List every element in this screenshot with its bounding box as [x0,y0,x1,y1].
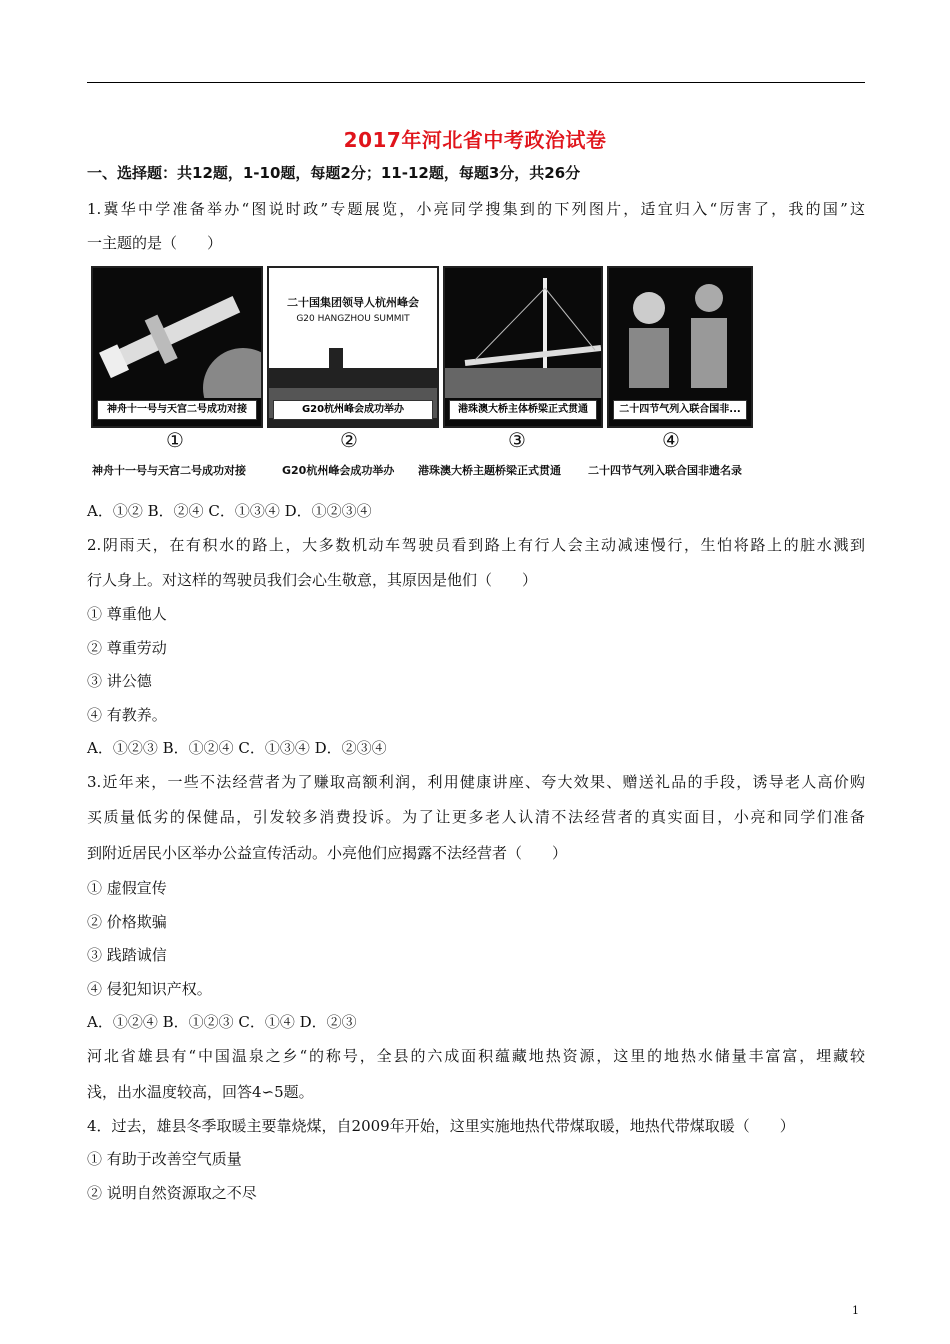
q3-stem-line-3: 到附近居民小区举办公益宣传活动。小亮他们应揭露不法经营者（ ） [87,844,568,862]
picture-1-inner-caption: 神舟十一号与天宫二号成功对接 [97,400,257,420]
spacecraft-illustration [93,268,261,398]
material-line-2: 浅，出水温度较高，回答4∽5题。 [87,1083,314,1101]
q1-stem-line-2: 一主题的是（ ） [87,234,223,252]
picture-4 [607,266,753,428]
q2-item-1: ① 尊重他人 [87,605,167,623]
q4-item-1: ① 有助于改善空气质量 [87,1150,242,1168]
picture-2-banner: 二十国集团领导人杭州峰会 [287,296,419,309]
q3-item-3: ③ 践踏诚信 [87,946,167,964]
picture-1-caption: 神舟十一号与天宫二号成功对接 [92,464,246,477]
picture-3 [443,266,603,428]
picture-2-caption: G20杭州峰会成功举办 [282,464,395,477]
picture-1-number: ① [166,428,184,452]
meeting-illustration [609,268,751,398]
q3-stem-line-2: 买质量低劣的保健品，引发较多消费投诉。为了让更多老人认清不法经营者的真实面目，小亮和同学们准备 [87,808,865,826]
q4-stem: 4．过去，雄县冬季取暖主要靠烧煤，自2009年开始，这里实施地热代带煤取暖，地热代带煤取暖（ ） [87,1117,795,1135]
material-line-1: 河北省雄县有“中国温泉之乡“的称号，全县的六成面积蕴藏地热资源，这里的地热水储量丰富富，埋藏较 [87,1047,865,1065]
picture-3-number: ③ [508,428,526,452]
picture-2-number: ② [340,428,358,452]
page-number: 1 [852,1304,859,1317]
q1-stem-line-1: 1.冀华中学准备举办“图说时政”专题展览，小亮同学搜集到的下列图片，适宜归入“厉害了，我的国”这 [87,200,865,218]
q3-options: A．①②④ B．①②③ C．①④ D．②③ [87,1013,357,1031]
header-rule [87,82,865,83]
picture-1 [91,266,263,428]
q3-stem-line-1: 3.近年来，一些不法经营者为了赚取高额利润，利用健康讲座、夸大效果、赠送礼品的手段，诱导老人高价购 [87,773,865,791]
q3-item-1: ① 虚假宣传 [87,879,167,897]
picture-3-inner-caption: 港珠澳大桥主体桥梁正式贯通 [449,400,597,420]
q1-options: A．①② B．②④ C．①③④ D．①②③④ [87,502,372,520]
q2-stem-line-2: 行人身上。对这样的驾驶员我们会心生敬意，其原因是他们（ ） [87,571,538,589]
picture-4-number: ④ [662,428,680,452]
q4-item-2: ② 说明自然资源取之不尽 [87,1184,257,1202]
q2-item-4: ④ 有教养。 [87,706,167,724]
bridge-illustration [445,268,601,398]
q3-item-2: ② 价格欺骗 [87,913,167,931]
picture-2 [267,266,439,428]
picture-4-caption: 二十四节气列入联合国非遗名录 [588,464,742,477]
picture-2-inner-caption: G20杭州峰会成功举办 [273,400,433,420]
q2-item-3: ③ 讲公德 [87,672,152,690]
picture-4-inner-caption: 二十四节气列入联合国非... [613,400,747,420]
q2-options: A．①②③ B．①②④ C．①③④ D．②③④ [87,739,387,757]
page-title: 2017年河北省中考政治试卷 [343,128,607,152]
q2-item-2: ② 尊重劳动 [87,639,167,657]
picture-3-caption: 港珠澳大桥主题桥梁正式贯通 [418,464,561,477]
picture-2-banner-en: G20 HANGZHOU SUMMIT [296,314,410,324]
section-heading: 一、选择题：共12题，1-10题，每题2分；11-12题，每题3分，共26分 [87,164,581,182]
q3-item-4: ④ 侵犯知识产权。 [87,980,212,998]
q2-stem-line-1: 2.阴雨天，在有积水的路上，大多数机动车驾驶员看到路上有行人会主动减速慢行，生怕将路上的脏水溅到 [87,536,865,554]
q1-picture-row [87,266,767,426]
